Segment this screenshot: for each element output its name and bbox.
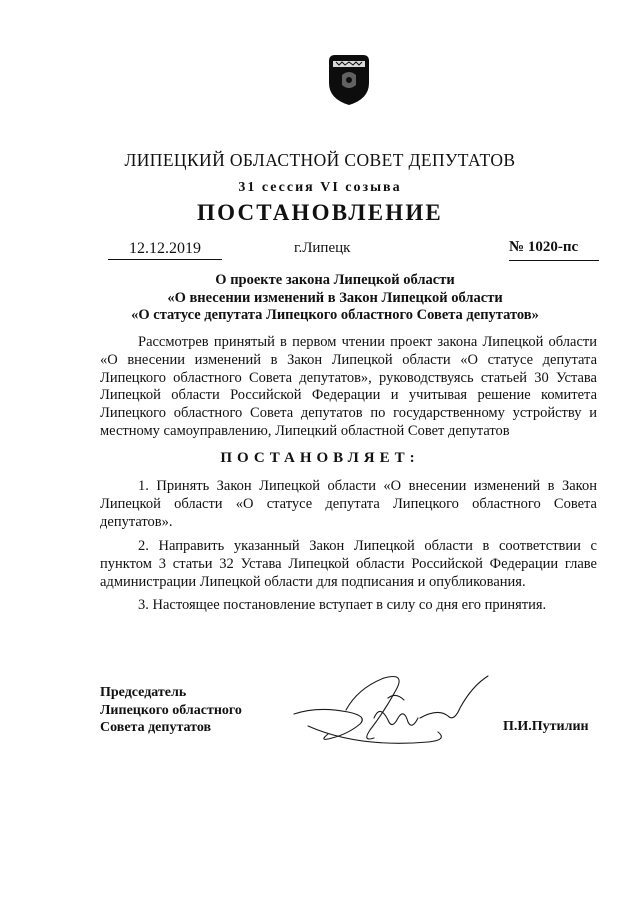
decree-heading: ПОСТАНОВЛЯЕТ: <box>220 450 420 466</box>
handwritten-signature <box>288 668 498 754</box>
intro-text: Рассмотрев принятый в первом чтении проект закона Липецкой области «О внесении изменений в Закон Липецкой области «О статусе депутата Липецкого областного Совета депутатов», руководствуясь статьей 30 Устава Липецкой области Российской Федерации и учитывая решение комитета Липецкого областного Совета депутатов по государственному устройству и местному самоуправлению, Липецкий областной Совет депутатов <box>100 334 597 439</box>
signatory-title-line: Совета депутатов <box>100 720 212 735</box>
subject-line: «О внесении изменений в Закон Липецкой области <box>167 289 503 306</box>
signatory-title-line: Липецкого областного <box>100 702 242 718</box>
intro-paragraph <box>100 334 597 441</box>
signatory-title-line: Председатель <box>100 685 187 700</box>
document-subject <box>80 272 590 325</box>
session-info: 31 сессия VI созыва <box>238 180 402 195</box>
subject-line: О проекте закона Липецкой области <box>215 272 455 288</box>
document-type: ПОСТАНОВЛЕНИЕ <box>197 200 443 225</box>
decree-item <box>100 478 597 531</box>
coat-of-arms-icon <box>326 53 372 107</box>
council-name: ЛИПЕЦКИЙ ОБЛАСТНОЙ СОВЕТ ДЕПУТАТОВ <box>124 150 516 170</box>
document-number: № 1020-пс <box>509 239 579 255</box>
decree-item <box>100 597 597 615</box>
decree-item <box>100 538 597 591</box>
decree-item-text: 2. Направить указанный Закон Липецкой области в соответствии с пунктом 3 статьи 32 Устава Липецкой области Российской Федерации главе администрации Липецкой области для подписания и опубликования. <box>100 538 597 590</box>
number-underline <box>509 260 599 261</box>
subject-line: «О статусе депутата Липецкого областного Совета депутатов» <box>131 307 539 323</box>
decree-item-text: 3. Настоящее постановление вступает в силу со дня его принятия. <box>138 597 547 613</box>
document-city: г.Липецк <box>294 240 351 256</box>
document-date: 12.12.2019 <box>108 240 222 260</box>
signatory-title <box>100 684 242 737</box>
signatory-name: П.И.Путилин <box>503 719 589 734</box>
decree-item-text: 1. Принять Закон Липецкой области «О внесении изменений в Закон Липецкой области «О статусе депутата Липецкого областного Совета депутатов». <box>100 478 597 530</box>
